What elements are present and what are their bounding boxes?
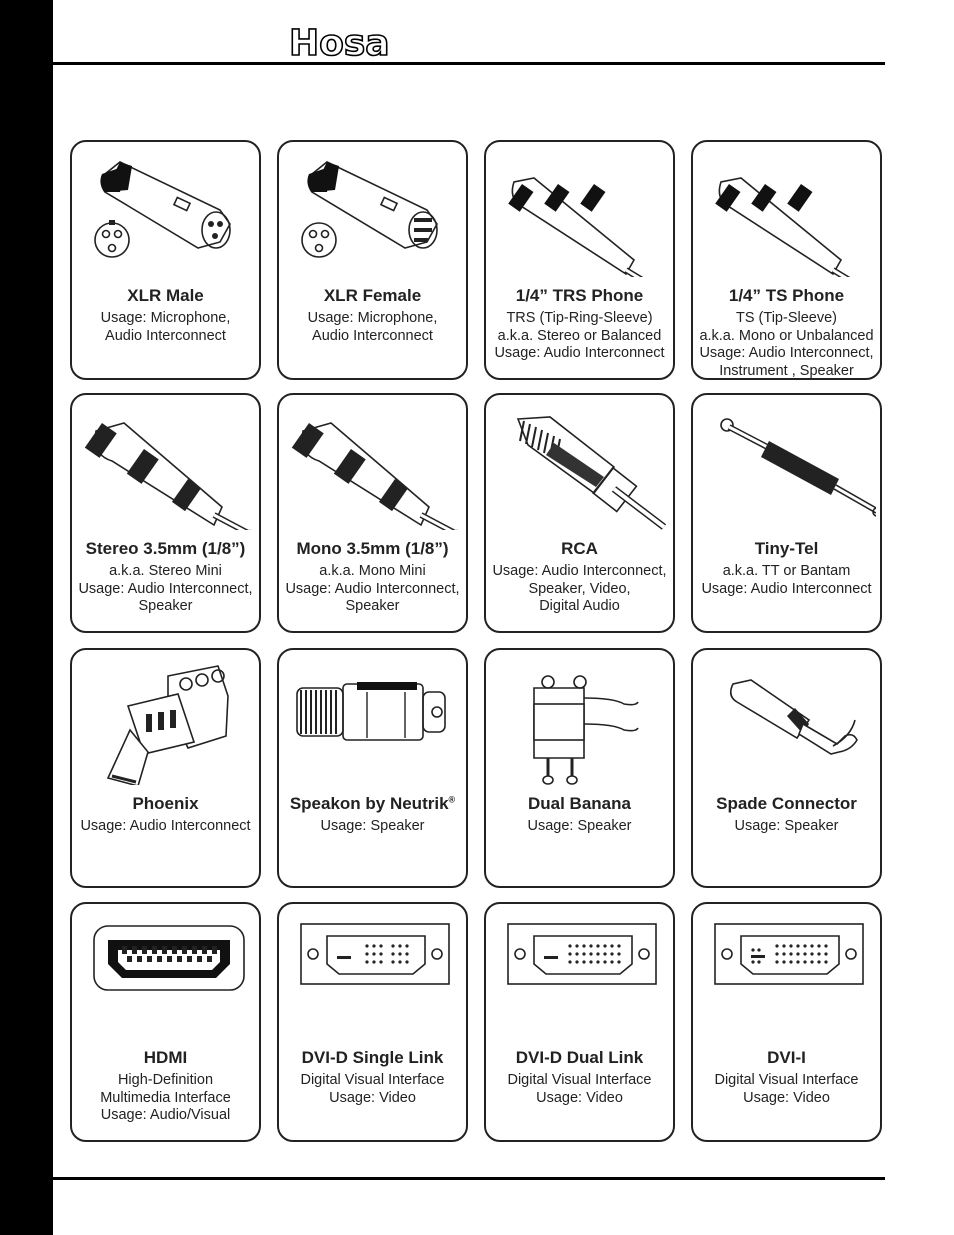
- footer-rule: [53, 1177, 885, 1180]
- connector-description: [72, 563, 259, 616]
- connector-card-speakon: [277, 648, 468, 888]
- connector-description: [486, 1072, 673, 1107]
- mono-mini-icon: [287, 405, 462, 530]
- connector-card-xlr-male: [70, 140, 261, 380]
- dvi-d-single-icon: [287, 914, 462, 1039]
- connector-title-text: 1/4” TS Phone: [728, 286, 845, 305]
- description-line: Digital Visual Interface: [714, 1072, 859, 1088]
- connector-description: [72, 818, 259, 836]
- description-line: Digital Visual Interface: [507, 1072, 652, 1088]
- description-line: Usage: Audio Interconnect: [80, 818, 251, 834]
- rca-icon: [494, 405, 669, 530]
- connector-title: [279, 286, 466, 306]
- description-line: Speaker: [138, 598, 193, 614]
- connector-title: [693, 1048, 880, 1068]
- description-line: a.k.a. TT or Bantam: [722, 563, 851, 579]
- connector-description: [279, 310, 466, 345]
- description-line: a.k.a. Stereo Mini: [109, 563, 222, 579]
- ts-phone-icon: [701, 152, 876, 277]
- connector-title: [72, 286, 259, 306]
- connector-title-text: DVI-D Dual Link: [515, 1048, 644, 1067]
- description-line: Multimedia Interface: [100, 1089, 231, 1106]
- speakon-icon: [287, 660, 462, 785]
- description-line: Usage: Speaker: [527, 818, 632, 834]
- connector-description: [72, 1072, 259, 1125]
- connector-description: [279, 818, 466, 836]
- spade-connector-icon: [701, 660, 876, 785]
- description-line: Digital Visual Interface: [300, 1072, 445, 1088]
- connector-title: [279, 539, 466, 559]
- description-line: Audio Interconnect: [105, 327, 226, 344]
- connector-title: [486, 286, 673, 306]
- description-line: Usage: Audio/Visual: [100, 1107, 231, 1123]
- description-line: Usage: Audio Interconnect,: [492, 563, 667, 579]
- connector-description: [693, 563, 880, 598]
- connector-title-text: HDMI: [143, 1048, 188, 1067]
- connector-title: [72, 539, 259, 559]
- description-line: Usage: Video: [743, 1089, 830, 1106]
- connector-title: [486, 794, 673, 814]
- description-line: a.k.a. Stereo or Balanced: [497, 327, 662, 344]
- svg-text:Hosa: Hosa: [289, 24, 390, 60]
- hdmi-icon: [80, 914, 255, 1039]
- description-line: Usage: Audio Interconnect,: [285, 580, 460, 597]
- connector-card-hdmi: [70, 902, 261, 1142]
- connector-title-text: DVI-I: [767, 1048, 806, 1067]
- trs-phone-icon: [494, 152, 669, 277]
- connector-description: [72, 310, 259, 345]
- connector-title: [486, 539, 673, 559]
- description-line: Audio Interconnect: [312, 327, 433, 344]
- dual-banana-icon: [494, 660, 669, 785]
- description-line: Usage: Microphone,: [307, 310, 438, 326]
- connector-description: [693, 818, 880, 836]
- description-line: Usage: Speaker: [734, 818, 839, 834]
- description-line: Instrument , Speaker: [719, 362, 854, 379]
- connector-card-dvi-d-dual: [484, 902, 675, 1142]
- connector-title: [72, 1048, 259, 1068]
- description-line: Digital Audio: [539, 598, 620, 614]
- connector-title: [486, 1048, 673, 1068]
- connector-title: [693, 539, 880, 559]
- hosa-logo: [287, 24, 397, 60]
- connector-title-text: Stereo 3.5mm (1/8”): [85, 539, 246, 558]
- description-line: TS (Tip-Sleeve): [736, 310, 837, 326]
- description-line: Usage: Microphone,: [100, 310, 231, 326]
- connector-title: [279, 1048, 466, 1068]
- connector-card-mono-35: [277, 393, 468, 633]
- connector-card-dvi-i: [691, 902, 882, 1142]
- connector-title: [72, 794, 259, 814]
- description-line: Usage: Audio Interconnect,: [78, 580, 253, 597]
- connector-card-ts-quarter: [691, 140, 882, 380]
- connector-title: [279, 794, 466, 814]
- description-line: Usage: Video: [329, 1089, 416, 1106]
- description-line: Usage: Speaker: [320, 818, 425, 834]
- connector-description: [693, 1072, 880, 1107]
- connector-title-text: Dual Banana: [528, 794, 631, 813]
- description-line: Speaker, Video,: [528, 580, 631, 597]
- description-line: Usage: Audio Interconnect: [494, 345, 665, 361]
- description-line: TRS (Tip-Ring-Sleeve): [506, 310, 653, 326]
- description-line: Speaker: [345, 598, 400, 614]
- connector-description: [486, 310, 673, 363]
- connector-card-xlr-female: [277, 140, 468, 380]
- connector-title-text: RCA: [561, 539, 598, 558]
- connector-description: [693, 310, 880, 380]
- connector-card-rca: [484, 393, 675, 633]
- description-line: High-Definition: [117, 1072, 214, 1088]
- description-line: Usage: Audio Interconnect: [701, 580, 872, 597]
- connector-description: [279, 1072, 466, 1107]
- connector-card-dual-banana: [484, 648, 675, 888]
- left-sidebar-band: [0, 0, 53, 1235]
- connector-title: [693, 794, 880, 814]
- dvi-i-icon: [701, 914, 876, 1039]
- header-rule: [53, 62, 885, 65]
- dvi-d-dual-icon: [494, 914, 669, 1039]
- description-line: Usage: Video: [536, 1089, 623, 1106]
- connector-title-text: Speakon by Neutrik: [289, 794, 449, 813]
- connector-description: [486, 818, 673, 836]
- phoenix-icon: [80, 660, 255, 785]
- connector-title-text: Spade Connector: [716, 794, 857, 813]
- connector-title-text: DVI-D Single Link: [301, 1048, 444, 1067]
- connector-title-text: Mono 3.5mm (1/8”): [296, 539, 449, 558]
- xlr-female-icon: [287, 152, 462, 277]
- connector-title-text: XLR Female: [323, 286, 422, 305]
- connector-title-text: 1/4” TRS Phone: [515, 286, 644, 305]
- connector-card-dvi-d-single: [277, 902, 468, 1142]
- connector-title-text: Phoenix: [132, 794, 199, 813]
- stereo-mini-icon: [80, 405, 255, 530]
- connector-title-text: Tiny-Tel: [754, 539, 819, 558]
- connector-title-text: XLR Male: [127, 286, 204, 305]
- registered-mark: ®: [448, 794, 456, 805]
- connector-description: [486, 563, 673, 616]
- description-line: a.k.a. Mono or Unbalanced: [699, 327, 874, 344]
- connector-title: [693, 286, 880, 306]
- connector-card-spade: [691, 648, 882, 888]
- connector-card-phoenix: [70, 648, 261, 888]
- connector-card-stereo-35: [70, 393, 261, 633]
- connector-card-trs-quarter: [484, 140, 675, 380]
- description-line: Usage: Audio Interconnect,: [699, 345, 874, 361]
- description-line: a.k.a. Mono Mini: [319, 563, 426, 579]
- connector-description: [279, 563, 466, 616]
- xlr-male-icon: [80, 152, 255, 277]
- connector-card-tiny-tel: [691, 393, 882, 633]
- tiny-tel-icon: [701, 405, 876, 530]
